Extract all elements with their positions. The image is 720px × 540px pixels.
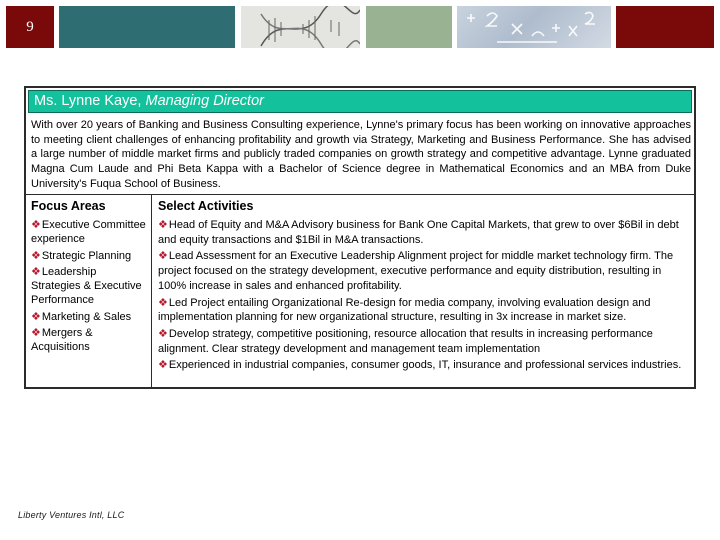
select-activities-heading: Select Activities: [158, 199, 254, 213]
diamond-bullet-icon: ❖: [158, 359, 168, 372]
profile-bio: With over 20 years of Banking and Business Consulting experience, Lynne's primary focus has been working on innovative approaches to meeting client challenges of enhancing profitability and growth via Strategy, Marketing and Business Performance. She has advised a large number of middle market firms and publicly traded companies on growth strategy and competitive advantage. Lynne graduated Magna Cum Laude and Phi Beta Kappa with a Bachelor of Science degree in Mathematical Economics and an MBA from Duke University's Fuqua School of Business.: [31, 119, 691, 190]
select-activities-list: [158, 218, 692, 375]
diamond-bullet-icon: ❖: [158, 296, 168, 309]
list-item: ❖Experienced in industrial companies, consumer goods, IT, insurance and professional services industries.: [158, 359, 682, 372]
header-banner: [6, 6, 714, 48]
page-number: 9: [6, 6, 54, 48]
diamond-bullet-icon: ❖: [31, 327, 41, 340]
list-item: ❖Led Project entailing Organizational Re-design for media company, involving evaluation design and implementation planning for new organizational structure, resulting in 3x increase in market size.: [158, 296, 651, 324]
banner-strip-sage: [366, 6, 452, 48]
diamond-bullet-icon: ❖: [158, 219, 168, 231]
dna-helix-icon: [241, 6, 360, 48]
diamond-bullet-icon: ❖: [31, 265, 41, 278]
profile-name: Ms. Lynne Kaye,: [34, 93, 142, 109]
diamond-bullet-icon: ❖: [158, 250, 168, 263]
list-item: ❖Executive Committee experience: [31, 219, 146, 246]
focus-areas-heading: Focus Areas: [31, 199, 106, 213]
list-item: ❖Mergers & Acquisitions: [31, 327, 93, 354]
list-item: ❖Leadership Strategies & Executive Performance: [31, 265, 142, 307]
banner-strip-maroon: [616, 6, 714, 48]
focus-areas-list: [31, 218, 147, 357]
footer-company: Liberty Ventures Intl, LLC: [18, 510, 125, 520]
diamond-bullet-icon: ❖: [158, 327, 168, 340]
section-divider: [26, 194, 694, 195]
profile-role: Managing Director: [145, 93, 264, 109]
banner-strip-teal: [59, 6, 235, 48]
list-item: ❖Head of Equity and M&A Advisory business for Bank One Capital Markets, that grew to over $6Bil in debt and equity transactions and $1Bil in M&A transactions.: [158, 219, 679, 246]
dna-helix-image: [241, 6, 360, 48]
diamond-bullet-icon: ❖: [31, 249, 41, 262]
list-item: ❖Marketing & Sales: [31, 310, 132, 323]
diamond-bullet-icon: ❖: [31, 310, 41, 323]
list-item: ❖Develop strategy, competitive positioning, resource allocation that results in increasing performance alignment. Clear strategy development and management team implementation: [158, 327, 653, 355]
profile-title-bar: [28, 90, 692, 113]
profile-card: [24, 86, 696, 389]
list-item: ❖Lead Assessment for an Executive Leadership Alignment project for middle market technology firm. The project focused on the strategy development, executive performance and equity distribution, resulting in 100% increase in sales and enhanced profitability.: [158, 250, 674, 292]
math-formula-image: [457, 6, 611, 48]
list-item: ❖Strategic Planning: [31, 249, 132, 262]
diamond-bullet-icon: ❖: [31, 219, 41, 231]
column-divider: [151, 195, 152, 387]
math-formula-icon: [457, 6, 611, 48]
